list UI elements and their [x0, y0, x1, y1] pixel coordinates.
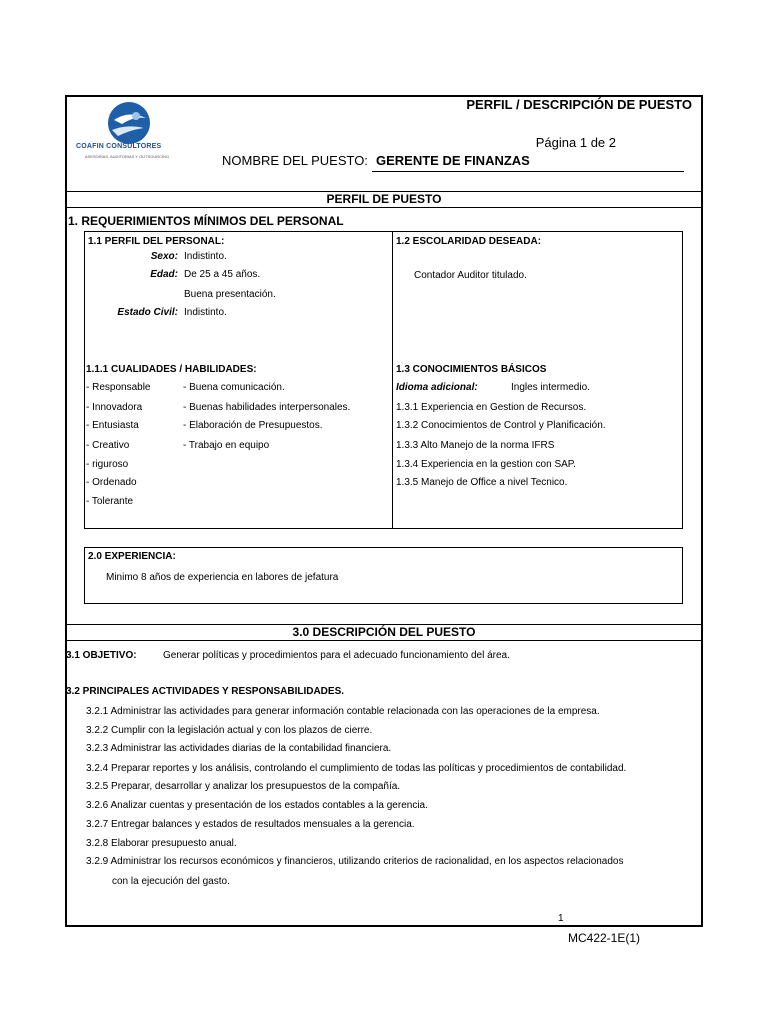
personal-heading: 1.1 PERFIL DEL PERSONAL:	[88, 236, 225, 247]
actividad-item: 3.2.6 Analizar cuentas y presentación de los estados contables a la gerencia.	[86, 800, 428, 811]
position-label: NOMBRE DEL PUESTO:	[222, 153, 368, 168]
habilidad-item: - Trabajo en equipo	[183, 440, 270, 451]
page-indicator: Página 1 de 2	[535, 135, 616, 150]
presentacion-value: Buena presentación.	[184, 289, 276, 300]
position-underline	[372, 171, 684, 172]
sexo-label: Sexo:	[150, 251, 178, 262]
actividad-item: 3.2.7 Entregar balances y estados de resultados mensuales a la gerencia.	[86, 819, 415, 830]
objetivo-value: Generar políticas y procedimientos para el adecuado funcionamiento del área.	[163, 650, 510, 661]
idioma-value: Ingles intermedio.	[511, 382, 590, 393]
cualidad-item: - Innovadora	[86, 402, 143, 413]
descripcion-section-title: 3.0 DESCRIPCIÓN DEL PUESTO	[292, 625, 476, 639]
page-number: 1	[558, 913, 564, 924]
actividad-item: 3.2.1 Administrar las actividades para generar información contable relacionada con las operaciones de la empresa.	[86, 706, 600, 717]
actividad-item: 3.2.8 Elaborar presupuesto anual.	[86, 838, 237, 849]
requirements-heading: 1. REQUERIMIENTOS MÍNIMOS DEL PERSONAL	[68, 214, 344, 228]
edad-value: De 25 a 45 años.	[184, 269, 261, 280]
position-value: GERENTE DE FINANZAS	[376, 153, 530, 168]
sexo-value: Indistinto.	[184, 251, 227, 262]
habilidad-item: - Buenas habilidades interpersonales.	[183, 402, 351, 413]
experiencia-heading: 2.0 EXPERIENCIA:	[88, 551, 176, 562]
conocimiento-item: 1.3.4 Experiencia en la gestion con SAP.	[396, 459, 576, 470]
idioma-label: Idioma adicional:	[396, 382, 478, 393]
cualidad-item: - Tolerante	[86, 496, 134, 507]
document-title: PERFIL / DESCRIPCIÓN DE PUESTO	[466, 97, 692, 112]
conocimiento-item: 1.3.3 Alto Manejo de la norma IFRS	[396, 440, 555, 451]
logo-subtext: ASESORIAS, AUDITORIAS Y OUTSOURCING	[84, 154, 170, 159]
requirements-divider	[392, 231, 393, 529]
cualidad-item: - Responsable	[86, 382, 151, 393]
conocimiento-item: 1.3.2 Conocimientos de Control y Planificación.	[396, 420, 606, 431]
civil-value: Indistinto.	[184, 307, 227, 318]
cualidad-item: - Entusiasta	[86, 420, 139, 431]
escolaridad-value: Contador Auditor titulado.	[414, 270, 527, 281]
cualidad-item: - Ordenado	[86, 477, 137, 488]
perfil-section-bar	[67, 191, 701, 208]
company-logo	[74, 98, 180, 178]
habilidad-item: - Elaboración de Presupuestos.	[183, 420, 323, 431]
descripcion-section-bar	[67, 624, 701, 641]
actividad-item: 3.2.5 Preparar, desarrollar y analizar los presupuestos de la compañía.	[86, 781, 401, 792]
conocimiento-item: 1.3.5 Manejo de Office a nivel Tecnico.	[396, 477, 568, 488]
conocimiento-item: 1.3.1 Experiencia en Gestion de Recursos.	[396, 402, 587, 413]
actividad-item: 3.2.4 Preparar reportes y los análisis, controlando el cumplimiento de todas las políticas y procedimientos de contabilidad.	[86, 763, 627, 774]
cualidad-item: - riguroso	[86, 459, 129, 470]
cualidades-heading: 1.1.1 CUALIDADES / HABILIDADES:	[86, 364, 257, 375]
habilidad-item: - Buena comunicación.	[183, 382, 285, 393]
civil-label: Estado Civil:	[117, 307, 178, 318]
escolaridad-heading: 1.2 ESCOLARIDAD DESEADA:	[396, 236, 542, 247]
perfil-section-title: PERFIL DE PUESTO	[326, 192, 442, 206]
actividad-continuation: con la ejecución del gasto.	[112, 876, 230, 887]
actividades-heading: 3.2 PRINCIPALES ACTIVIDADES Y RESPONSABILIDADES.	[66, 686, 345, 697]
logo-text: COAFIN CONSULTORES	[76, 143, 162, 150]
document-code: MC422-1E(1)	[568, 931, 641, 945]
conocimientos-heading: 1.3 CONOCIMIENTOS BÁSICOS	[396, 364, 547, 375]
actividad-item: 3.2.3 Administrar las actividades diarias de la contabilidad financiera.	[86, 743, 392, 754]
actividad-item: 3.2.2 Cumplir con la legislación actual y con los plazos de cierre.	[86, 725, 373, 736]
cualidad-item: - Creativo	[86, 440, 130, 451]
edad-label: Edad:	[150, 269, 178, 280]
actividad-item: 3.2.9 Administrar los recursos económicos y financieros, utilizando criterios de racionalidad, en los aspectos relacionados	[86, 856, 624, 867]
objetivo-label: 3.1 OBJETIVO:	[66, 650, 137, 661]
experiencia-value: Minimo 8 años de experiencia en labores de jefatura	[106, 572, 339, 583]
